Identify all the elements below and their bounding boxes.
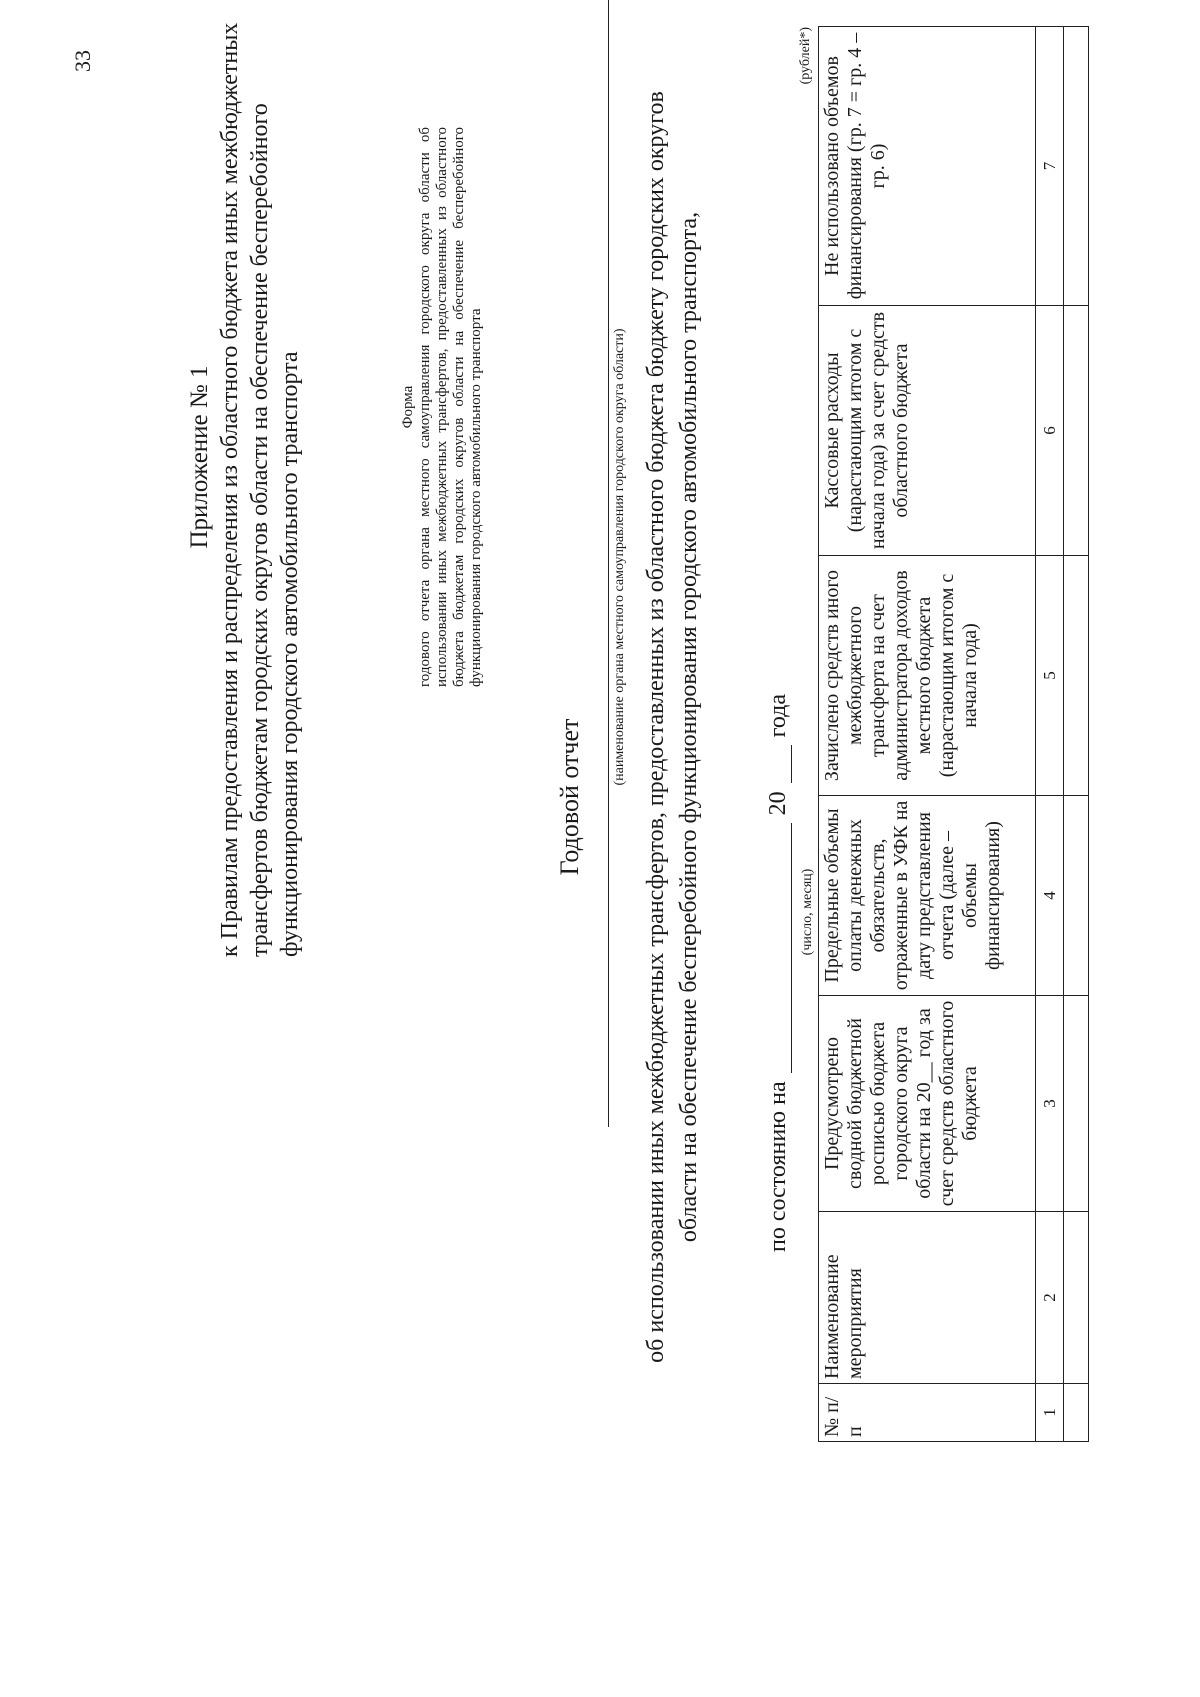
form-block (400, 127, 485, 687)
report-title: Годовой отчет (555, 718, 584, 876)
column-number: 2 (1036, 1212, 1064, 1384)
org-caption: (наименование органа местного самоуправления городского округа области) (612, 328, 627, 786)
year-blank (769, 745, 792, 783)
table-cell (1064, 1384, 1089, 1442)
date-caption: (число, месяц) (800, 868, 815, 956)
column-number: 7 (1036, 27, 1064, 306)
page-number: 33 (70, 50, 95, 72)
table-cell (1064, 306, 1089, 556)
report-table (818, 26, 1089, 1442)
column-number: 1 (1036, 1384, 1064, 1442)
column-number: 3 (1036, 996, 1064, 1212)
table-cell (1064, 1212, 1089, 1384)
column-number: 5 (1036, 556, 1064, 796)
date-line (765, 692, 792, 1252)
header-unused: Не использовано объемов финансирования (гр. 7 = гр. 4 – гр. 6) (819, 27, 1036, 306)
annex-text: к Правилам предоставления и распределения из областного бюджета иных межбюджетных трансфертов бюджетам городских округов области на обеспечение бесперебойного функционирования городского автомобильного транспорта (217, 22, 303, 957)
column-number: 6 (1036, 306, 1064, 556)
table-cell (1064, 996, 1089, 1212)
year-prefix: 20 (765, 791, 791, 816)
header-activity-name: Наименование мероприятия (819, 1212, 1036, 1384)
header-cash-expenses: Кассовые расходы (нарастающим итогом с начала года) за счет средств областного бюджета (819, 306, 1036, 556)
table-row (1064, 27, 1089, 1442)
table-cell (1064, 796, 1089, 996)
year-suffix: года (765, 693, 791, 738)
annex-block (185, 0, 305, 957)
unit-label: (рублей*) (798, 27, 813, 85)
form-title: Форма (400, 385, 416, 429)
date-prefix: по состоянию на (765, 1081, 791, 1252)
header-credited: Зачислено средств иного межбюджетного трансферта на счет администратора доходов местного бюджета (нарастающим итогом с начала года) (819, 556, 1036, 796)
org-name-line (608, 0, 609, 1127)
header-number: № п/п (819, 1384, 1036, 1442)
column-number: 4 (1036, 796, 1064, 996)
header-limits: Предельные объемы оплаты денежных обязательств, отраженные в УФК на дату представления отчета (далее – объемы финансирования) (819, 796, 1036, 996)
table-header-row (819, 27, 1036, 1442)
header-planned: Предусмотрено сводной бюджетной росписью бюджета городского округа области на 20__ год за счет средств областного бюджета (819, 996, 1036, 1212)
table-cell (1064, 556, 1089, 796)
date-blank (769, 823, 792, 1073)
report-subject: об использовании иных межбюджетных трансфертов, предоставленных из областного бюджета бюджету городских округов области на обеспечение бесперебойного функционирования городского автомобильного транспорта, (643, 91, 702, 1363)
column-number-row (1036, 27, 1064, 1442)
form-text: годового отчета органа местного самоуправления городского округа области об использовании иных межбюджетных трансфертов, предоставленных из областного бюджета бюджетам городских округов области на обеспечение бесперебойного функционирования городского автомобильного транспорта (417, 127, 484, 687)
annex-title: Приложение № 1 (186, 365, 213, 549)
table-cell (1064, 27, 1089, 306)
